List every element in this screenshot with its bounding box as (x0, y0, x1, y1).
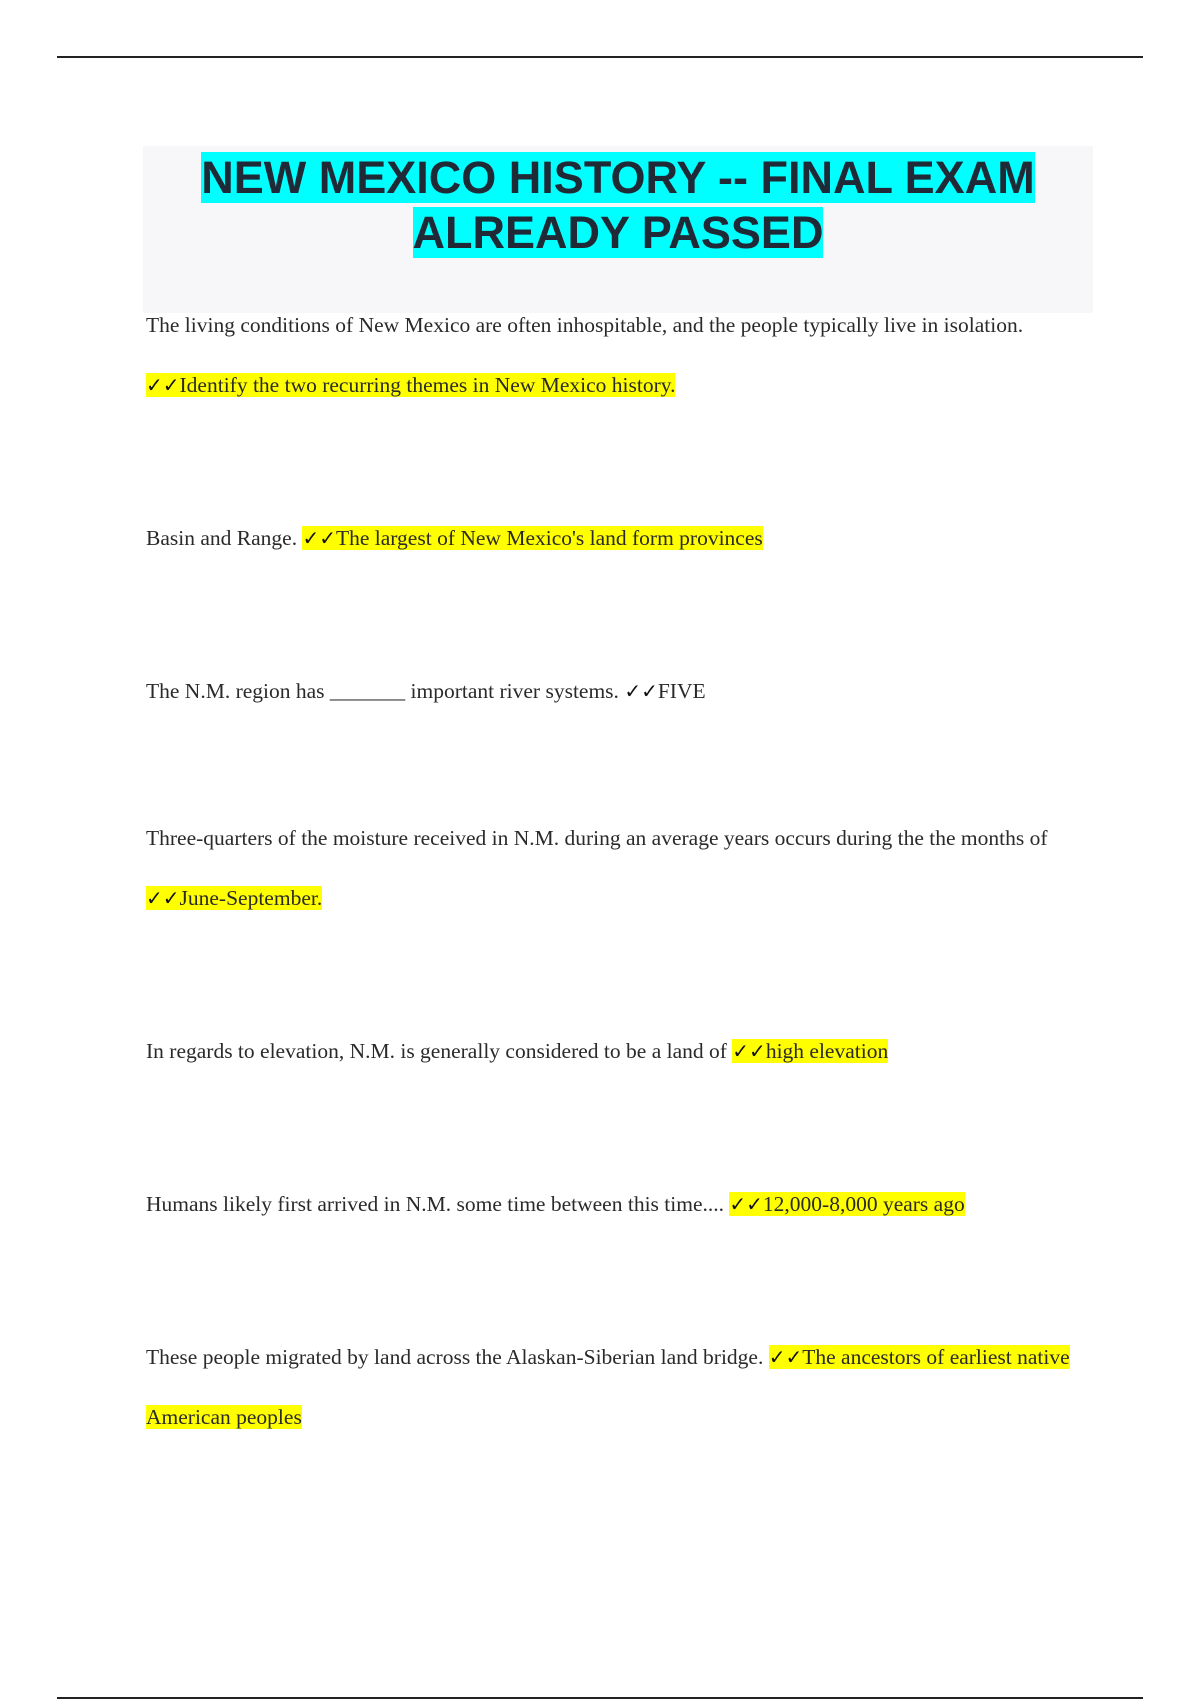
qa-item-6 (146, 1174, 1086, 1234)
check-mark-icon: ✓✓ (302, 526, 336, 550)
question-text: The living conditions of New Mexico are often inhospitable, and the people typically live in isolation. (146, 313, 1024, 337)
question-text: In regards to elevation, N.M. is generally considered to be a land of (146, 1039, 727, 1063)
answer-highlight (302, 526, 762, 550)
title-block (143, 146, 1093, 313)
qa-item-4 (146, 808, 1086, 928)
footer-rule (57, 1697, 1143, 1699)
qa-item-2 (146, 508, 1086, 568)
header-rule (57, 56, 1143, 58)
answer-text: FIVE (657, 679, 706, 703)
answer-text: 12,000-8,000 years ago (762, 1192, 965, 1216)
answer-plain (624, 679, 705, 703)
qa-item-5 (146, 1021, 1086, 1081)
document-title (143, 146, 1093, 260)
check-mark-icon: ✓✓ (768, 1345, 803, 1369)
question-text: Three-quarters of the moisture received in N.M. during an average years occurs during the the months of (146, 826, 1048, 850)
qa-item-3 (146, 661, 1086, 721)
answer-text: The ancestors of earliest native American peoples (146, 1345, 1070, 1429)
answer-highlight (729, 1192, 964, 1216)
qa-item-1 (146, 295, 1086, 415)
check-mark-icon: ✓✓ (729, 1192, 763, 1216)
answer-text: high elevation (765, 1039, 889, 1063)
check-mark-icon: ✓✓ (732, 1039, 766, 1063)
answer-highlight (732, 1039, 888, 1063)
check-mark-icon: ✓✓ (624, 679, 658, 703)
answer-text: June-September. (179, 886, 323, 910)
answer-highlight (146, 886, 322, 910)
answer-text: Identify the two recurring themes in New Mexico history. (179, 373, 676, 397)
qa-item-7 (146, 1327, 1086, 1447)
title-highlight: NEW MEXICO HISTORY -- FINAL EXAM ALREADY PASSED (201, 152, 1035, 258)
answer-text: The largest of New Mexico's land form provinces (335, 526, 763, 550)
check-mark-icon: ✓✓ (146, 373, 180, 397)
check-mark-icon: ✓✓ (146, 886, 180, 910)
answer-highlight (146, 373, 675, 397)
question-text: Humans likely first arrived in N.M. some time between this time.... (146, 1192, 725, 1216)
question-text: These people migrated by land across the Alaskan-Siberian land bridge. (146, 1345, 764, 1369)
question-text: The N.M. region has _______ important river systems. (146, 679, 619, 703)
question-text: Basin and Range. (146, 526, 298, 550)
